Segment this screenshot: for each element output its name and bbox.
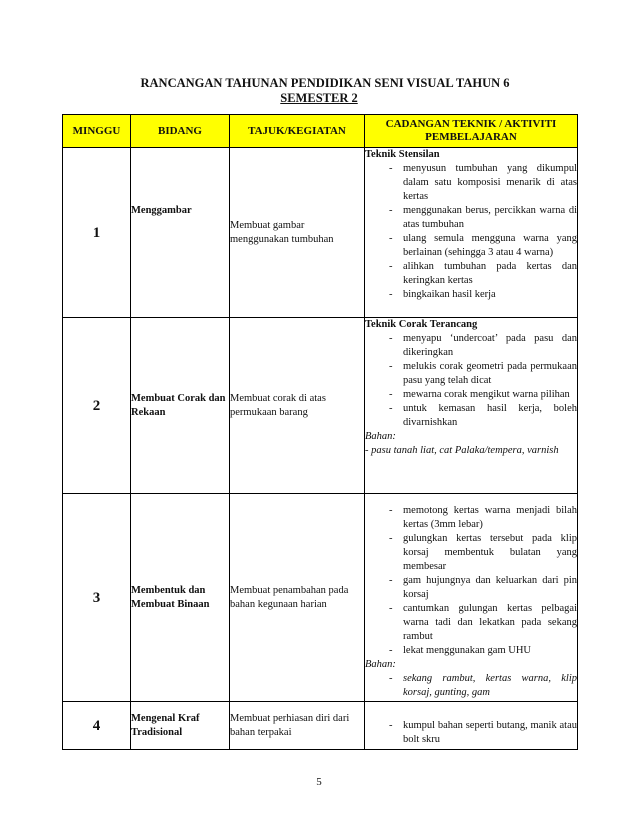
title-line-1: RANCANGAN TAHUNAN PENDIDIKAN SENI VISUAL TAHUN 6: [140, 76, 510, 90]
activity-item: - menyapu ‘undercoat’ pada pasu dan dikeringkan: [365, 332, 577, 360]
activity-item: - untuk kemasan hasil kerja, boleh divarnishkan: [365, 402, 577, 430]
header-cadangan: CADANGAN TEKNIK / AKTIVITI PEMBELAJARAN: [365, 115, 578, 148]
activity-list: [365, 162, 577, 302]
activity-item: - cantumkan gulungan kertas pelbagai warna tadi dan lekatkan pada sekang rambut: [365, 602, 577, 644]
activity-item: - gulungkan kertas tersebut pada klip korsaj membentuk bulatan yang membesar: [365, 532, 577, 574]
activity-item: - mewarna corak mengikut warna pilihan: [365, 388, 577, 402]
activity-item: - lekat menggunakan gam UHU: [365, 644, 577, 658]
bidang-cell: [131, 148, 230, 318]
bahan-list: [365, 672, 577, 700]
bahan-label: Bahan:: [365, 659, 396, 670]
header-bidang: BIDANG: [131, 115, 230, 148]
bidang-cell: Membentuk dan Membuat Binaan: [131, 494, 230, 702]
bidang-text: Menggambar: [131, 204, 192, 216]
title-line-2: SEMESTER 2: [280, 91, 358, 105]
activity-item: - melukis corak geometri pada permukaan pasu yang telah dicat: [365, 360, 577, 388]
document-title: [0, 76, 638, 106]
activity-item: - gam hujungnya dan keluarkan dari pin korsaj: [365, 574, 577, 602]
activity-cell: [365, 702, 578, 750]
activity-item: - menggunakan berus, percikkan warna di atas tumbuhan: [365, 204, 577, 232]
activity-cell: [365, 148, 578, 318]
bidang-cell: Mengenal Kraf Tradisional: [131, 702, 230, 750]
table-row: [63, 494, 578, 702]
activity-item: - bingkaikan hasil kerja: [365, 288, 577, 302]
table-row: [63, 318, 578, 494]
page-number: 5: [316, 776, 322, 788]
plan-table: [62, 114, 578, 750]
tajuk-cell: Membuat penambahan pada bahan kegunaan harian: [230, 494, 365, 702]
bahan-label: Bahan:: [365, 431, 396, 442]
bahan-item: - sekang rambut, kertas warna, klip korsaj, gunting, gam: [365, 672, 577, 700]
table-row: [63, 702, 578, 750]
header-tajuk: TAJUK/KEGIATAN: [230, 115, 365, 148]
technique-heading: Teknik Corak Terancang: [365, 319, 478, 330]
technique-heading: Teknik Stensilan: [365, 149, 440, 160]
week-number: 1: [63, 148, 131, 318]
activity-item: - menyusun tumbuhan yang dikumpul dalam satu komposisi menarik di atas kertas: [365, 162, 577, 204]
bahan-text: - pasu tanah liat, cat Palaka/tempera, varnish: [365, 445, 559, 456]
activity-item: - kumpul bahan seperti butang, manik atau bolt skru: [365, 719, 577, 747]
tajuk-cell: Membuat corak di atas permukaan barang: [230, 318, 365, 494]
week-number: 2: [63, 318, 131, 494]
activity-list: [365, 719, 577, 747]
week-number: 4: [63, 702, 131, 750]
activity-list: [365, 332, 577, 430]
tajuk-cell: Membuat perhiasan diri dari bahan terpakai: [230, 702, 365, 750]
activity-item: - memotong kertas warna menjadi bilah kertas (3mm lebar): [365, 504, 577, 532]
header-row: [63, 115, 578, 148]
bidang-cell: Membuat Corak dan Rekaan: [131, 318, 230, 494]
activity-item: - ulang semula mengguna warna yang berlainan (sehingga 3 atau 4 warna): [365, 232, 577, 260]
week-number: 3: [63, 494, 131, 702]
activity-cell: [365, 318, 578, 494]
activity-cell: [365, 494, 578, 702]
tajuk-cell: Membuat gambar menggunakan tumbuhan: [230, 148, 365, 318]
header-minggu: MINGGU: [63, 115, 131, 148]
table-row: [63, 148, 578, 318]
activity-item: - alihkan tumbuhan pada kertas dan keringkan kertas: [365, 260, 577, 288]
activity-list: [365, 504, 577, 658]
